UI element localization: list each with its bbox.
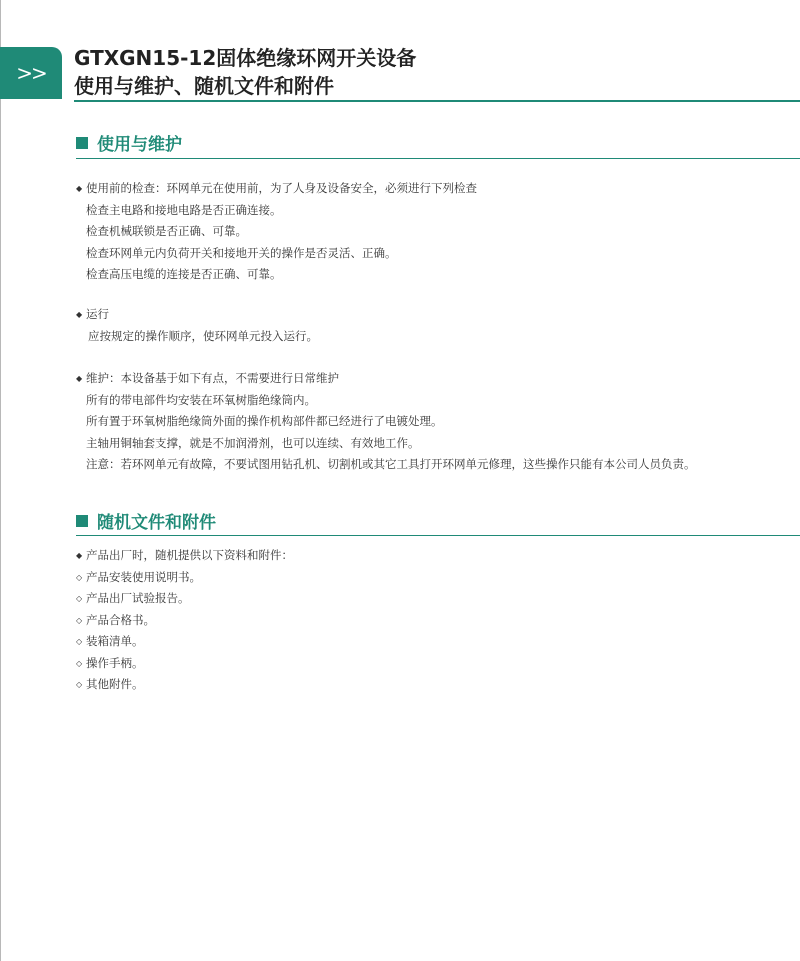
list-item: ◆ 运行 <box>76 304 318 326</box>
section-heading-accessories <box>76 512 216 534</box>
diamond-bullet-icon: ◆ <box>76 310 83 319</box>
title-divider <box>74 100 800 102</box>
hollow-diamond-bullet-icon: ◇ <box>76 572 83 582</box>
list-item: 注意：若环网单元有故障，不要试图用钻孔机、切割机或其它工具打开环网单元修理，这些操作只能有本公司人员负责。 <box>86 457 696 471</box>
list-item: ◆ 维护：本设备基于如下有点，不需要进行日常维护 <box>76 368 696 390</box>
hollow-diamond-bullet-icon: ◇ <box>76 637 83 646</box>
list-item: 检查主电路和接地电路是否正确连接。 <box>86 202 282 217</box>
check-block <box>76 178 477 286</box>
list-item: ◇ 装箱清单。 <box>76 631 293 653</box>
run-block <box>76 304 318 347</box>
accessories-block <box>76 545 293 696</box>
list-item: 检查环网单元内负荷开关和接地开关的操作是否灵活、正确。 <box>86 245 397 260</box>
square-bullet-icon <box>76 137 88 149</box>
hollow-diamond-bullet-icon: ◇ <box>76 680 83 689</box>
page-left-edge-line <box>0 0 1 961</box>
list-item: 所有置于环氧树脂绝缘筒外面的操作机构部件都已经进行了电镀处理。 <box>86 414 443 428</box>
list-item: ◇ 产品出厂试验报告。 <box>76 588 293 610</box>
chevron-tab-icon: >> <box>0 47 62 99</box>
hollow-diamond-bullet-icon: ◇ <box>76 658 83 668</box>
list-item: 应按规定的操作顺序，使环网单元投入运行。 <box>88 328 318 343</box>
list-item: 主轴用铜轴套支撑，就是不加润滑剂，也可以连续、有效地工作。 <box>86 435 420 450</box>
diamond-bullet-icon: ◆ <box>76 374 83 383</box>
list-item: 所有的带电部件均安装在环氧树脂绝缘筒内。 <box>86 392 316 407</box>
section-heading-usage <box>76 134 182 156</box>
list-item: 检查机械联锁是否正确、可靠。 <box>86 224 247 238</box>
diamond-bullet-icon: ◆ <box>76 184 83 193</box>
page-title-line2: 使用与维护、随机文件和附件 <box>74 74 334 98</box>
list-item: ◇ 产品安装使用说明书。 <box>76 567 293 589</box>
list-item: 检查高压电缆的连接是否正确、可靠。 <box>86 267 282 281</box>
section-divider-usage <box>76 158 800 159</box>
list-item: ◆ 产品出厂时，随机提供以下资料和附件： <box>76 545 293 567</box>
hollow-diamond-bullet-icon: ◇ <box>76 615 83 625</box>
list-item: ◆ 使用前的检查：环网单元在使用前，为了人身及设备安全，必须进行下列检查 <box>76 178 477 200</box>
list-item: ◇ 产品合格书。 <box>76 610 293 632</box>
section-divider-accessories <box>76 535 800 536</box>
list-item: ◇ 操作手柄。 <box>76 653 293 675</box>
maintain-block <box>76 368 696 476</box>
section-heading-usage-text: 使用与维护 <box>97 135 182 155</box>
diamond-bullet-icon: ◆ <box>76 551 83 560</box>
square-bullet-icon <box>76 515 88 527</box>
hollow-diamond-bullet-icon: ◇ <box>76 594 83 603</box>
page-title <box>74 44 416 100</box>
section-heading-accessories-text: 随机文件和附件 <box>97 513 216 533</box>
page-title-line1: GTXGN15-12固体绝缘环网开关设备 <box>74 46 417 70</box>
list-item: ◇ 其他附件。 <box>76 674 293 696</box>
